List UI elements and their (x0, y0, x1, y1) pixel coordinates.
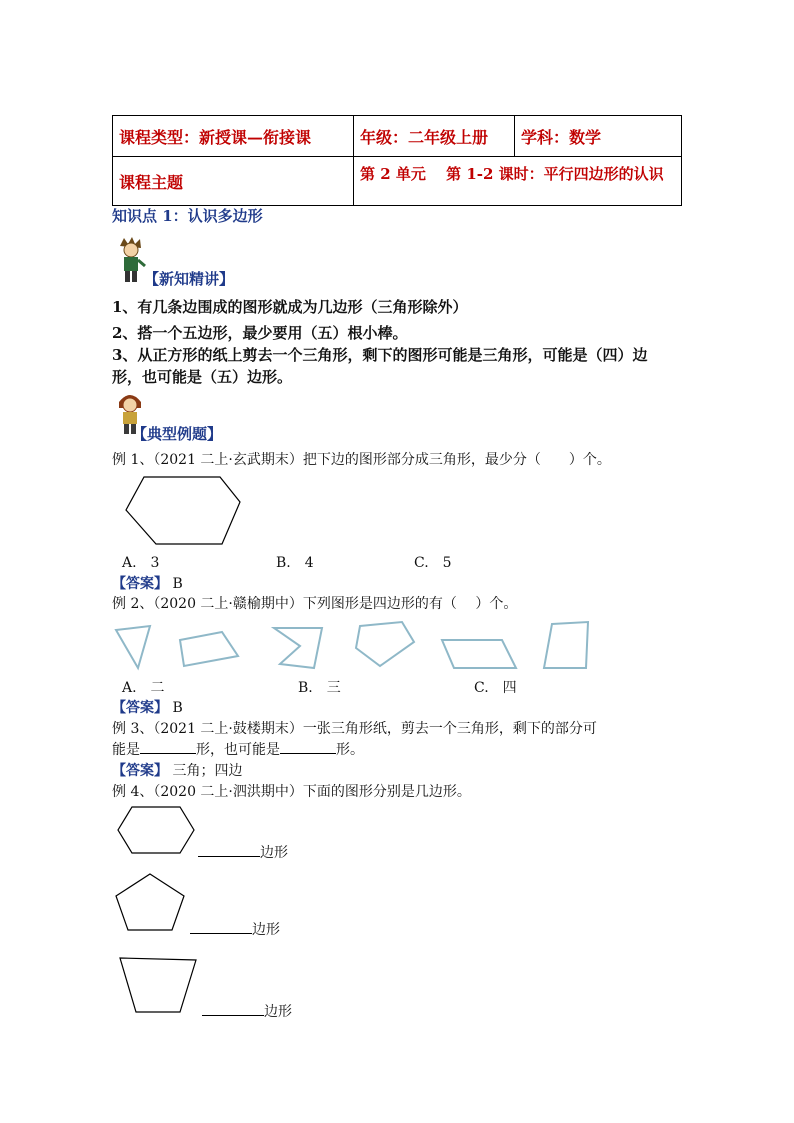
knowledge-item-1: 1、有几条边围成的图形就成为几边形（三角形除外） (112, 298, 468, 316)
ex2-shape-concave-arrow (270, 624, 330, 670)
ex1-question: 例 1、（2021 二上·玄武期末）把下边的图形部分成三角形，最少分（ ）个。 (112, 452, 611, 468)
ex4-blank-3[interactable] (202, 1015, 264, 1016)
ex2-shape-quadrilateral-1 (176, 628, 242, 670)
ex2-shape-triangle (112, 622, 157, 672)
theme-value-cell: 第 2 单元 第 1-2 课时：平行四边形的认识 (354, 157, 682, 206)
knowledge-point-title: 知识点 1：认识多边形 (112, 207, 263, 225)
ex2-question: 例 2、（2020 二上·赣榆期中）下列图形是四边形的有（ ）个。 (112, 596, 518, 612)
knowledge-item-2: 2、搭一个五边形，最少要用（五）根小棒。 (112, 324, 408, 342)
course-type-cell: 课程类型：新授课—衔接课 (113, 116, 354, 157)
ex1-option-a: A. 3 (122, 555, 160, 571)
course-header-table (112, 115, 682, 206)
ex1-answer-label: 【答案】 (112, 576, 168, 592)
ex2-shape-pentagon (352, 620, 418, 670)
ex4-row-1: 边形 (198, 843, 288, 863)
ex4-row-2: 边形 (190, 920, 280, 940)
ex4-blank-2[interactable] (190, 933, 252, 934)
ex4-pentagon-shape (114, 870, 188, 934)
ex4-trapezoid-shape (114, 954, 200, 1016)
subject-cell: 学科：数学 (515, 116, 682, 157)
cartoon-boy-icon (114, 236, 148, 284)
grade-cell: 年级：二年级上册 (354, 116, 515, 157)
ex2-answer: B (172, 700, 183, 716)
ex2-option-a: A. 二 (122, 680, 165, 696)
ex3-answer: 三角；四边 (172, 763, 243, 779)
ex3-question-line2: 能是 形，也可能是 形。 (112, 742, 364, 758)
ex4-blank-1[interactable] (198, 856, 260, 857)
new-knowledge-title: 【新知精讲】 (144, 270, 235, 288)
knowledge-item-3: 3、从正方形的纸上剪去一个三角形，剩下的图形可能是三角形，可能是（四）边 (112, 346, 648, 364)
ex1-option-c: C. 5 (414, 555, 452, 571)
ex4-question: 例 4、（2020 二上·泗洪期中）下面的图形分别是几边形。 (112, 784, 471, 800)
ex2-shape-parallelogram (438, 636, 520, 672)
ex1-option-b: B. 4 (276, 555, 314, 571)
ex1-hexagon-shape (120, 470, 250, 550)
ex4-row-3: 边形 (202, 1002, 292, 1022)
ex3-blank-2[interactable] (280, 753, 336, 754)
ex2-answer-label: 【答案】 (112, 700, 168, 716)
typical-examples-title: 【典型例题】 (132, 425, 223, 443)
ex3-blank-1[interactable] (140, 753, 196, 754)
theme-label-cell: 课程主题 (113, 157, 354, 206)
ex2-option-c: C. 四 (474, 680, 517, 696)
ex2-option-b: B. 三 (298, 680, 341, 696)
ex2-shape-trapezoid (540, 620, 592, 672)
ex4-hexagon-shape (114, 804, 198, 856)
ex1-answer: B (172, 576, 183, 592)
ex3-answer-label: 【答案】 (112, 763, 168, 779)
ex3-question-line1: 例 3、（2021 二上·鼓楼期末）一张三角形纸，剪去一个三角形，剩下的部分可 (112, 721, 597, 737)
knowledge-item-3-cont: 形，也可能是（五）边形。 (112, 368, 293, 386)
